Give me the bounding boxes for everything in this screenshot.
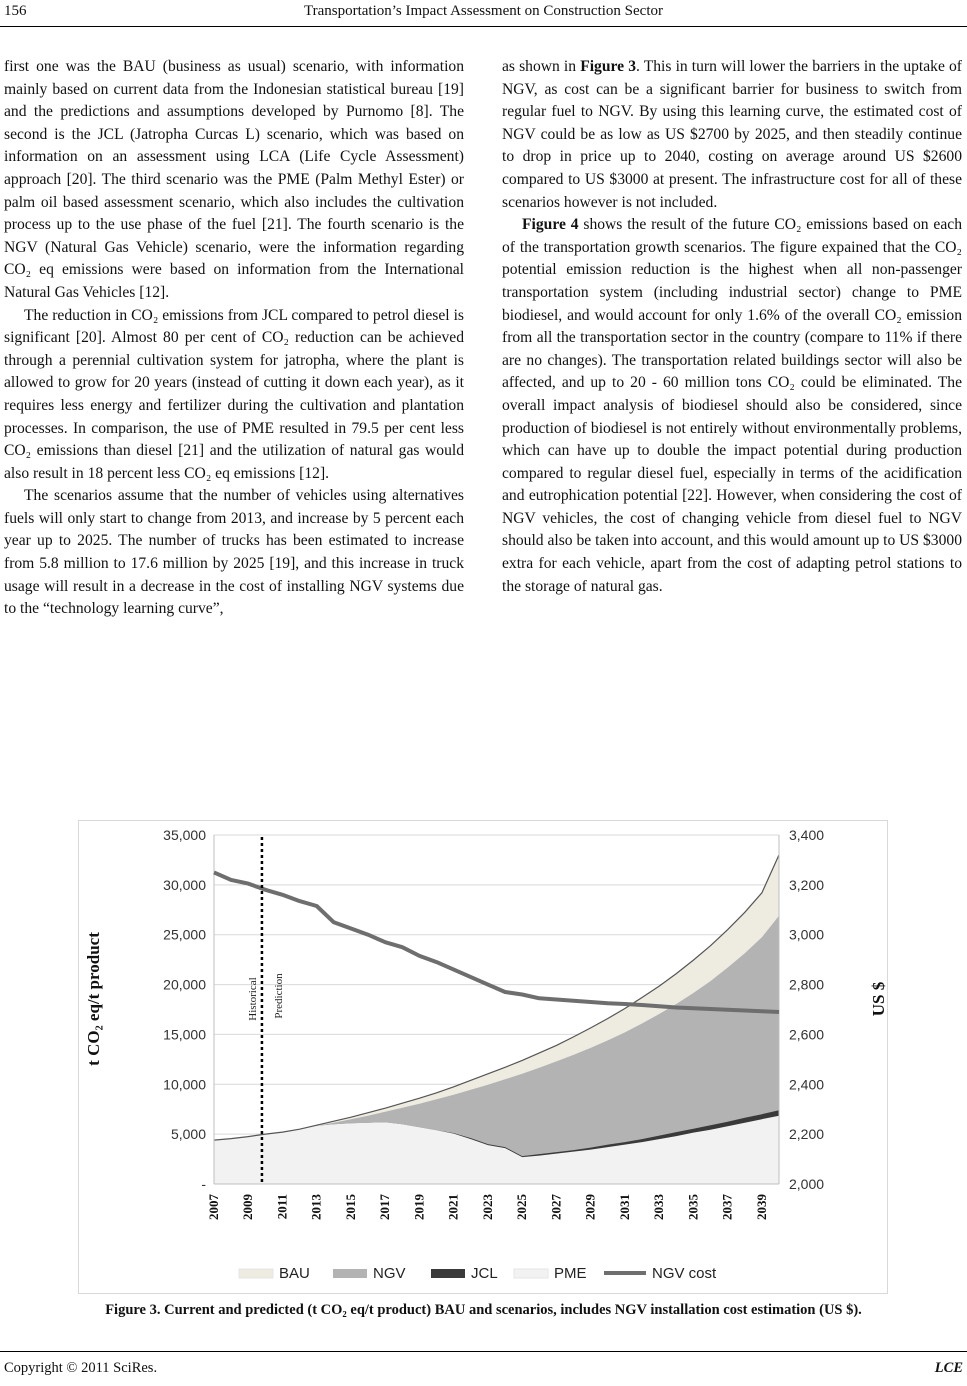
y-right-tick-label: 2,000 — [789, 1176, 825, 1192]
x-tick-label: 2035 — [685, 1194, 701, 1220]
y-tick-label: 5,000 — [170, 1126, 206, 1143]
legend-swatch-ngv — [333, 1269, 367, 1278]
paragraph-co2-reduction: The reduction in CO₂ emissions from JCL compared to petrol diesel is significant [20]. Almost 80 per cent of CO₂ reduction can be achieved through a perennial cultivation system for jatropha, where the plant is allowed to grow for 20 years (instead of cutting it down each year), as it requires less energy and fertilizer during the cultivation and plantation processes. In comparison, the use of PME resulted in 79.5 per cent less CO₂ emissions than diesel [21] and the utilization of natural gas would also result in 18 percent less CO₂ eq emissions [12]. — [4, 306, 464, 482]
x-tick-label: 2009 — [240, 1194, 256, 1220]
copyright: Copyright © 2011 SciRes. — [4, 1360, 158, 1376]
paragraph-figure-4: Figure 4 shows the result of the future CO₂ emissions based on each of the transportation growth scenarios. The figure expained that the CO₂ potential emission reduction is the highest when all non-passenger transportation system (including industrial sector) change to PME biodiesel, and would account for only 1.6% of the overall CO₂ emission from all the transportation sector in the country (compare to 11% if there are no changes). The transportation related buildings sector will also be affected, and up to 20 - 60 million tons CO₂ could be eliminated. The overall impact analysis of biodiesel should also be considered, since production of biodiesel is not entirely without environmentally problems, which can have up to double the impact potential during production compared to regular diesel fuel, especially in terms of the acidification and eutrophication potential [22]. However, when considering the cost of NGV vehicles, the cost of changing vehicle from diesel fuel to NGV should also be taken into account, and this would amount up to US $3000 extra for each vehicle, apart from the cost of adapting petrol stations to the storage of natural gas. — [502, 216, 962, 595]
paragraph-assumptions: The scenarios assume that the number of vehicles using alternatives fuels will only start to change from 2013, and increase by 5 percent each year up to 2025. The number of trucks has been estimated to increase from 5.8 million to 17.6 million by 2025 [19], and this increase in truck usage will result in a decrease in the cost of installing NGV systems due to the “technology learning curve”, — [4, 487, 464, 618]
figure-3 — [78, 820, 888, 1294]
x-tick-label: 2031 — [616, 1194, 632, 1220]
y-right-tick-label: 2,800 — [789, 976, 825, 993]
legend-label-pme: PME — [554, 1265, 587, 1282]
figure-3-reference: Figure 3 — [580, 58, 636, 75]
y-axis-title: t CO₂ eq/t product — [84, 932, 103, 1066]
x-tick-label: 2017 — [377, 1194, 393, 1220]
page-number: 156 — [4, 3, 27, 19]
x-tick-label: 2039 — [753, 1194, 769, 1220]
y-right-axis-title: US $ — [869, 981, 887, 1017]
legend-label-jcl: JCL — [471, 1265, 498, 1282]
legend-swatch-jcl — [431, 1269, 465, 1278]
x-tick-label: 2007 — [206, 1194, 221, 1220]
y-right-tick-label: 3,000 — [789, 926, 825, 943]
y-tick-label: 10,000 — [163, 1076, 206, 1093]
emissions-chart — [79, 821, 887, 1293]
page-footer — [0, 1351, 967, 1382]
x-tick-label: 2011 — [274, 1194, 290, 1220]
x-tick-label: 2023 — [479, 1194, 495, 1220]
annotation-historical: Historical — [246, 977, 259, 1021]
x-tick-label: 2033 — [651, 1194, 667, 1220]
y-right-tick-label: 3,200 — [789, 876, 825, 893]
y-tick-label: 25,000 — [163, 926, 206, 943]
x-tick-label: 2013 — [308, 1194, 324, 1220]
x-tick-label: 2027 — [548, 1194, 564, 1220]
y-right-tick-label: 2,600 — [789, 1026, 825, 1043]
legend-swatch-pme — [514, 1269, 548, 1278]
legend-label-bau: BAU — [279, 1265, 310, 1282]
page-header — [0, 0, 967, 27]
running-title: Transportation’s Impact Assessment on Construction Sector — [303, 3, 663, 19]
legend-label-ngv-cost: NGV cost — [652, 1265, 717, 1282]
x-tick-label: 2019 — [411, 1194, 427, 1220]
y-tick-label: 35,000 — [163, 827, 206, 843]
y-tick-label: - — [201, 1176, 206, 1192]
legend-label-ngv: NGV — [373, 1265, 406, 1282]
journal-abbrev: LCE — [934, 1360, 963, 1376]
y-tick-label: 15,000 — [163, 1026, 206, 1043]
x-tick-label: 2021 — [445, 1194, 461, 1220]
x-tick-label: 2025 — [514, 1194, 530, 1220]
legend-swatch-bau — [239, 1269, 273, 1278]
figure-4-reference: Figure 4 — [522, 216, 579, 234]
y-right-tick-label: 2,400 — [789, 1076, 825, 1093]
paragraph-scenarios: first one was the BAU (business as usual) scenario, with information mainly based on current data from the Indonesian statistical bureau [19] and the predictions and assumptions developed by Purnomo [8]. The second is the JCL (Jatropha Curcas L) scenario, which was based on information on an assessment using LCA (Life Cycle Assessment) approach [20]. The third scenario was the PME (Palm Methyl Ester) or palm oil based assessment scenario, which also includes the cultivation process up to the use phase of the fuel [21]. The fourth scenario is the NGV (Natural Gas Vehicle) scenario, were the information regarding CO₂ eq emissions were based on information from the International Natural Gas Vehicles [12]. — [4, 58, 464, 301]
y-right-tick-label: 2,200 — [789, 1126, 825, 1143]
figure-caption: Figure 3. Current and predicted (t CO₂ eq/t product) BAU and scenarios, includes NGV installation cost estimation (US $). — [105, 1302, 862, 1318]
y-right-tick-label: 3,400 — [789, 827, 825, 843]
x-tick-label: 2029 — [582, 1194, 598, 1220]
x-tick-label: 2015 — [342, 1194, 358, 1220]
annotation-prediction: Prediction — [272, 973, 285, 1019]
x-tick-label: 2037 — [719, 1194, 735, 1220]
right-column — [502, 56, 962, 598]
y-tick-label: 20,000 — [163, 976, 206, 993]
left-column — [4, 56, 464, 621]
y-tick-label: 30,000 — [163, 876, 206, 893]
paragraph-learning-curve: as shown in Figure 3. This in turn will lower the barriers in the uptake of NGV, as cost can be a significant barrier for business to switch from regular fuel to NGV. By using this learning curve, the estimated cost of NGV could be as low as US $2700 by 2025, and then steadily continue to drop in price up to 2040, costing on average around US $2600 compared to US $3000 at present. The infrastructure cost for all of these scenarios however is not included. — [502, 58, 962, 211]
